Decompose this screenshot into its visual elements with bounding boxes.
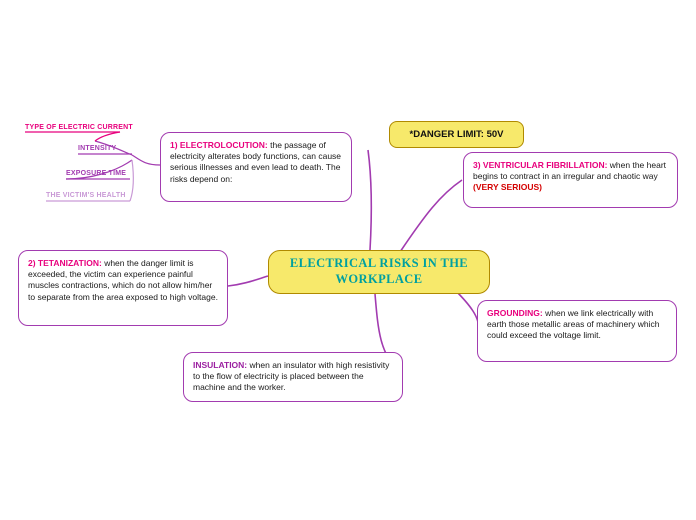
central-topic[interactable] [268,250,490,294]
sublabel-type-of-current[interactable]: TYPE OF ELECTRIC CURRENT [25,124,133,131]
node-insulation[interactable] [183,352,403,402]
node-ventricular-lead: 3) VENTRICULAR FIBRILLATION: [473,160,608,170]
node-grounding-body: when we link electrically with earth those metallic areas of machinery which could exceed the voltage limit. [487,308,660,341]
node-tetanization-body: when the danger limit is exceeded, the victim can experience painful muscles contractions, which do not allow him/her to separate from the area exposed to high voltage. [28,258,218,302]
danger-limit-label: *DANGER LIMIT: 50V [409,129,504,140]
central-topic-label: ELECTRICAL RISKS IN THE WORKPLACE [289,256,469,286]
node-insulation-body: when an insulator with high resistivity to the flow of electricity is placed between the machine and the worker. [193,360,390,393]
node-ventricular-body: when the heart begins to contract in an irregular and chaotic way [473,160,667,182]
node-grounding[interactable] [477,300,677,362]
node-insulation-lead: INSULATION: [193,360,248,370]
node-ventricular-note: (VERY SERIOUS) [473,182,542,193]
sublabel-intensity[interactable]: INTENSITY [78,145,117,152]
node-electrolocution-body: the passage of electricity alterates body functions, can cause serious illnesses and even lead to death. The risks depend on: [170,140,342,184]
sublabel-victims-health[interactable]: THE VICTIM'S HEALTH [46,192,126,199]
node-electrolocution-lead: 1) ELECTROLOCUTION: [170,140,268,150]
node-grounding-lead: GROUNDING: [487,308,543,318]
node-tetanization[interactable] [18,250,228,326]
node-electrolocution[interactable] [160,132,352,202]
sublabel-exposure-time[interactable]: EXPOSURE TIME [66,170,127,177]
node-ventricular-fibrillation[interactable] [463,152,678,208]
danger-limit-node[interactable] [389,121,524,148]
node-tetanization-lead: 2) TETANIZATION: [28,258,102,268]
